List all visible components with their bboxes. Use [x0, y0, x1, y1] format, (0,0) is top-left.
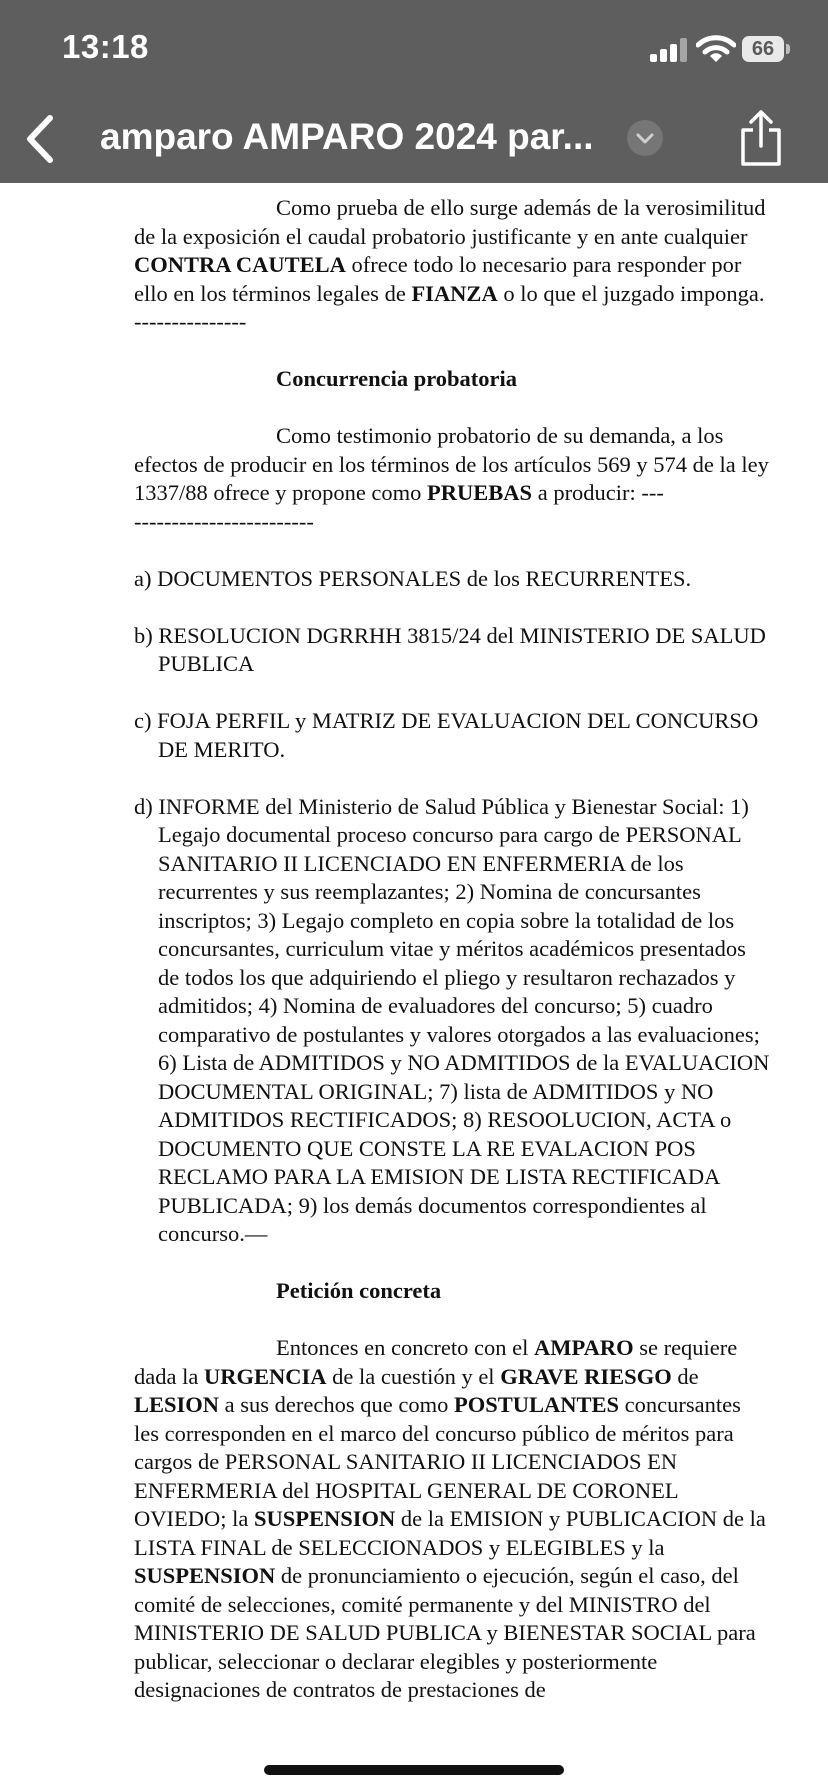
battery-tip [786, 44, 790, 54]
list-item-a: a) DOCUMENTOS PERSONALES de los RECURRENTES. [134, 565, 692, 591]
share-button[interactable] [738, 110, 784, 168]
bold-text-run: SUSPENSION [253, 1506, 396, 1531]
text-run: a producir: --- ------------------------ [134, 480, 664, 534]
list-item-b: b) RESOLUCION DGRRHH 3815/24 del MINISTERIO DE SALUD PUBLICA [134, 622, 766, 676]
bold-text-run: AMPARO [534, 1335, 634, 1360]
paragraph-contra-cautela [134, 194, 770, 337]
text-run: o lo que el juzgado imponga. --------------- [134, 280, 765, 334]
back-button[interactable] [22, 114, 58, 164]
paragraph-peticion [134, 1334, 770, 1705]
text-run: de la cuestión y el [326, 1363, 501, 1389]
title-dropdown-button[interactable] [627, 120, 663, 156]
text-run: ofrece todo lo necesario para responder por ello en los términos legales de [134, 252, 742, 306]
battery-icon: 66 [742, 36, 784, 62]
home-indicator[interactable] [264, 1765, 564, 1775]
list-item-c: c) FOJA PERFIL y MATRIZ DE EVALUACION DEL CONCURSO DE MERITO. [134, 708, 759, 762]
text-run: Como prueba de ello surge además de la verosimilitud de la exposición el caudal probatorio justificante y en ante cualquier [134, 195, 766, 249]
status-time: 13:18 [62, 28, 149, 65]
bold-text-run: GRAVE RIESGO [500, 1363, 672, 1389]
cellular-signal-icon [650, 38, 688, 62]
bold-text-run: URGENCIA [203, 1363, 327, 1389]
bold-text-run: FIANZA [411, 280, 498, 306]
bold-text-run: POSTULANTES [453, 1392, 620, 1417]
text-run: concursantes les corresponden en el marco del concurso público de méritos para cargos de PERSONAL SANITARIO II LICENCIADOS EN ENFERMERIA del HOSPITAL GENERAL DE CORONEL OVIEDO; la [134, 1392, 741, 1531]
document-page [134, 194, 775, 1705]
text-run: de pronunciamiento o ejecución, según el caso, del comité de selecciones, comité permanente y del MINISTRO del MINISTERIO DE SALUD PUBLICA y BIENESTAR SOCIAL para publicar, seleccionar o declarar elegibles y posteriormente designaciones de contratos de prestaciones de [134, 1563, 756, 1702]
text-run: Como testimonio probatorio de su demanda, a los efectos de producir en los términos de los artículos 569 y 574 de la ley 1337/88 ofrece y propone como [134, 423, 775, 505]
text-run: se requiere dada la [134, 1335, 738, 1389]
bold-text-run: SUSPENSION [134, 1563, 276, 1588]
heading-peticion-concreta: Petición concreta [276, 1278, 442, 1303]
top-bar [0, 0, 828, 183]
document-title: amparo AMPARO 2024 par... [100, 116, 594, 157]
wifi-icon [696, 34, 736, 64]
bold-text-run: PRUEBAS [427, 480, 533, 505]
text-run: a sus derechos que como [219, 1392, 454, 1417]
chevron-down-icon [627, 120, 663, 156]
bold-text-run: CONTRA CAUTELA [134, 252, 346, 277]
text-run: Entonces en concreto con el [276, 1335, 535, 1360]
paragraph-pruebas [134, 422, 775, 536]
list-item-d: d) INFORME del Ministerio de Salud Pública y Bienestar Social: 1) Legajo documental proceso concurso para cargo de PERSONAL SANITARIO II LICENCIADO EN ENFERMERIA de los recurrentes y sus reemplazantes; 2) Nomina de concursantes inscriptos; 3) Legajo completo en copia sobre la totalidad de los concursantes, curriculum vitae y méritos académicos presentados de todos los que adquiriendo el pliego y resultaron rechazados y admitidos; 4) Nomina de evaluadores del concurso; 5) cuadro comparativo de postulantes y valores otorgados a las evaluaciones; 6) Lista de ADMITIDOS y NO ADMITIDOS de la EVALUACION DOCUMENTAL ORIGINAL; 7) lista de ADMITIDOS y NO ADMITIDOS RECTIFICADOS; 8) RESOOLUCION, ACTA o DOCUMENTO QUE CONSTE LA RE EVALACION POS RECLAMO PARA LA EMISION DE LISTA RECTIFICADA PUBLICADA; 9) los demás documentos correspondientes al concurso.— [134, 793, 770, 1246]
text-run: de la EMISION y PUBLICACION de la LISTA FINAL de SELECCIONADOS y ELEGIBLES y la [134, 1506, 766, 1560]
bold-text-run: LESION [134, 1392, 220, 1417]
heading-concurrencia-probatoria: Concurrencia probatoria [276, 366, 518, 391]
text-run: de [671, 1363, 699, 1389]
